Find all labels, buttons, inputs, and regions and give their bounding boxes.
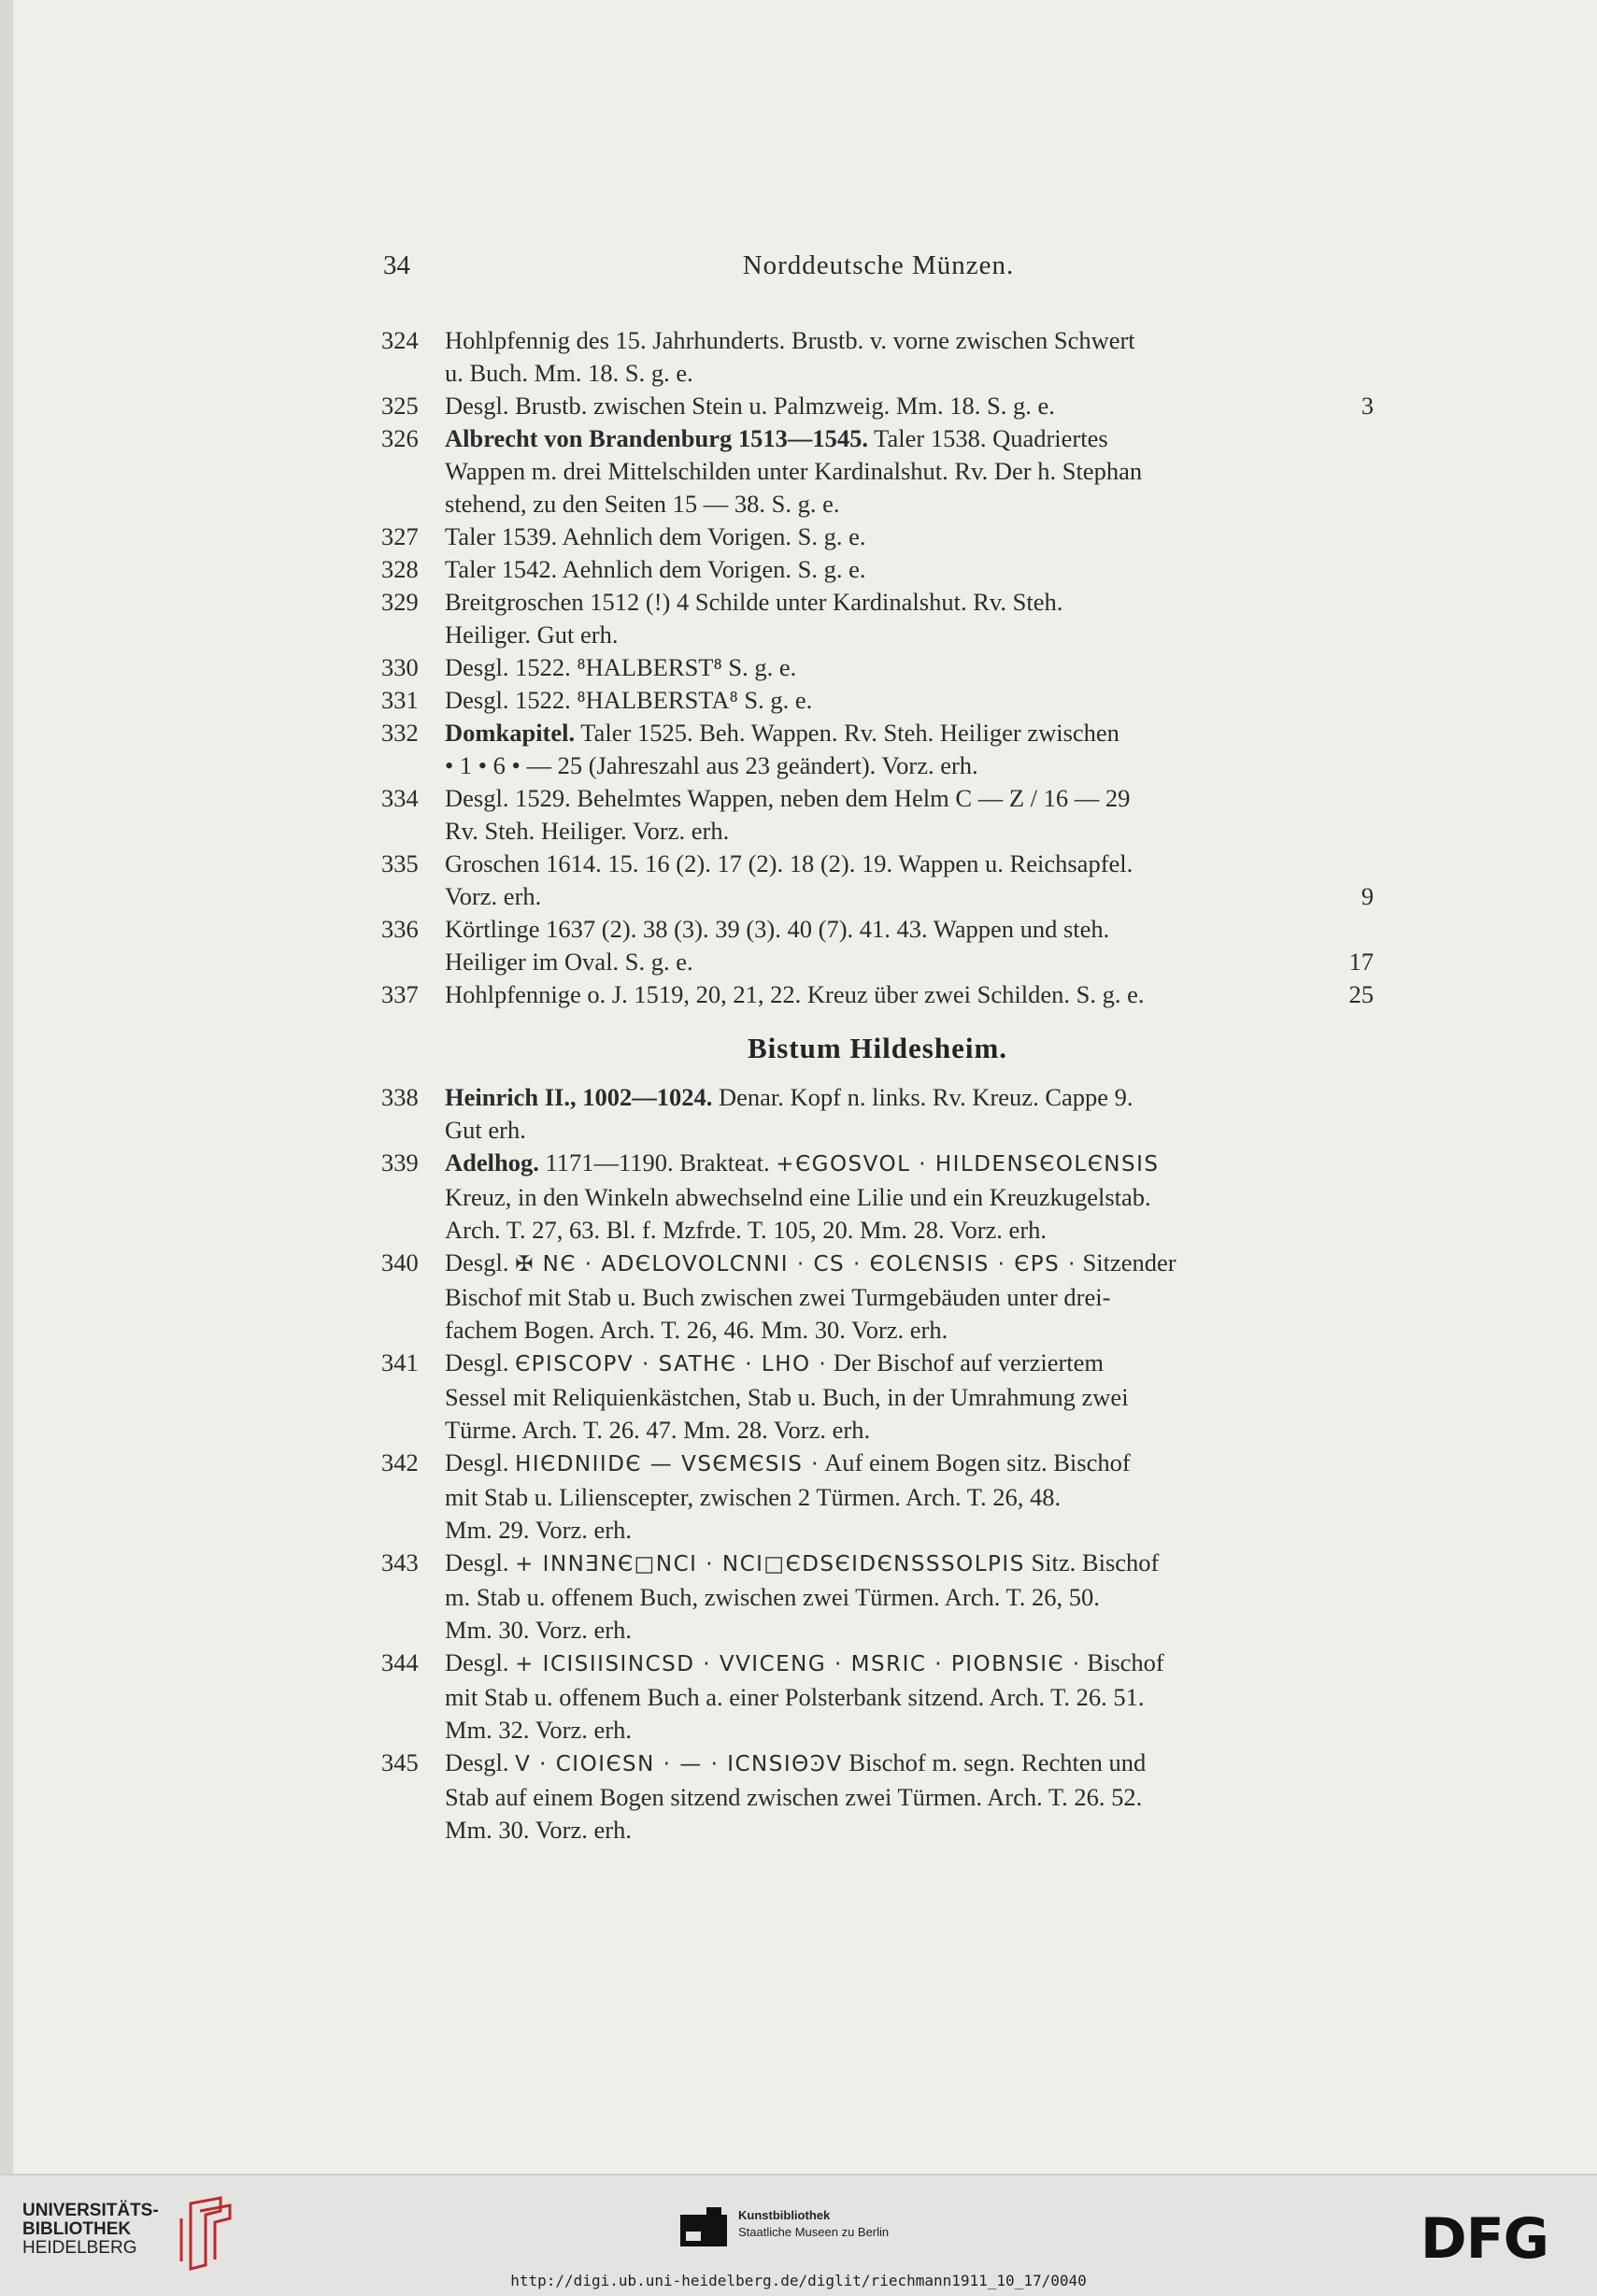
catalogue-entry <box>381 521 1374 553</box>
entry-number: 339 <box>381 1148 419 1177</box>
entry-text <box>445 849 1133 877</box>
entry-number: 331 <box>381 686 419 714</box>
entry-line <box>445 1347 1374 1381</box>
entry-text <box>445 522 866 550</box>
entry-text <box>445 1483 1061 1511</box>
entry-number: 329 <box>381 588 419 616</box>
entry-line <box>445 455 1374 488</box>
running-head <box>383 250 1374 292</box>
ub-line-2: BIBLIOTHEK <box>22 2219 132 2239</box>
entry-line <box>445 1147 1374 1181</box>
entry-text-run: mit Stab u. Lilienscepter, zwischen 2 Türmen. Arch. T. 26, 48. <box>445 1483 1062 1511</box>
entry-text-run: Desgl. <box>445 1548 516 1576</box>
kunstbibliothek-wordmark <box>738 2207 889 2241</box>
entry-text-run: Desgl. <box>445 1348 516 1376</box>
entry-text-run: Desgl. <box>445 1448 516 1476</box>
entry-text-run: Körtlinge 1637 (2). 38 (3). 39 (3). 40 (7). 41. 43. Wappen und steh. <box>445 915 1110 943</box>
section-heading: Bistum Hildesheim. <box>747 1032 1008 1064</box>
entry-text <box>445 751 978 779</box>
entry-number: 326 <box>381 424 419 452</box>
entry-line <box>445 1114 1374 1147</box>
ub-line-1: UNIVERSITÄTS- <box>22 2201 159 2220</box>
page-edge <box>0 0 13 2174</box>
entry-text-run: Türme. Arch. T. 26. 47. Mm. 28. Vorz. erh. <box>445 1416 871 1444</box>
ub-heidelberg-logo[interactable] <box>22 2202 237 2267</box>
entry-text <box>445 946 693 978</box>
entry-number: 325 <box>381 392 419 420</box>
entry-text <box>445 817 729 845</box>
entry-number: 328 <box>381 555 419 583</box>
entry-line <box>445 1481 1374 1514</box>
entry-text-run: Bischof mit Stab u. Buch zwischen zwei Turmgebäuden unter drei- <box>445 1283 1111 1311</box>
coin-legend: +ЄGOSVOL · HILDENSЄOLЄNSIS <box>776 1152 1160 1177</box>
entry-text-run: Desgl. <box>445 1248 516 1276</box>
entry-text-run: Stab auf einem Bogen sitzend zwischen zwei Türmen. Arch. T. 26. 52. <box>445 1783 1143 1811</box>
ub-heidelberg-wordmark <box>22 2202 159 2258</box>
entry-line <box>445 749 1374 782</box>
entry-text <box>445 1416 870 1444</box>
entry-text-run: Sitzender <box>1076 1248 1176 1276</box>
dfg-logo[interactable]: DFG <box>1420 2206 1549 2272</box>
entry-text-run: • 1 • 6 • — 25 (Jahreszahl aus 23 geändert). Vorz. erh. <box>445 751 978 779</box>
entry-line <box>445 324 1374 357</box>
entry-text-run: Auf einem Bogen sitz. Bischof <box>820 1448 1131 1476</box>
entry-line <box>445 357 1374 390</box>
entry-text-run: Mm. 30. Vorz. erh. <box>445 1616 632 1644</box>
catalogue-entry <box>381 913 1374 978</box>
catalogue-entries <box>381 324 1374 1847</box>
entry-text <box>445 1716 632 1744</box>
entry-line <box>445 1381 1374 1414</box>
entry-line <box>445 488 1374 521</box>
entry-heading: Domkapitel. <box>445 719 576 747</box>
entry-line <box>445 619 1374 651</box>
ub-line-3: HEIDELBERG <box>22 2238 137 2258</box>
entry-number: 345 <box>381 1748 419 1776</box>
entry-text-run: 1171—1190. Brakteat. <box>538 1148 777 1177</box>
entry-text-run: Taler 1539. Aehnlich dem Vorigen. S. g. e. <box>445 522 866 550</box>
entry-number: 330 <box>381 653 419 681</box>
entry-text-run: Desgl. Brustb. zwischen Stein u. Palmzweig. Mm. 18. S. g. e. <box>445 392 1055 420</box>
entry-text-run: fachem Bogen. Arch. T. 26, 46. Mm. 30. Vorz. erh. <box>445 1316 948 1344</box>
entry-text-run: Heiliger im Oval. S. g. e. <box>445 948 693 976</box>
catalogue-entry <box>381 390 1374 422</box>
entry-line <box>445 913 1374 946</box>
entry-heading: Adelhog. <box>445 1148 539 1177</box>
entry-price: 9 <box>1361 882 1374 910</box>
entry-text <box>445 1248 1176 1276</box>
entry-text-run: Desgl. <box>445 1748 516 1776</box>
entry-text-run: Desgl. 1522. ⁸HALBERSTA⁸ S. g. e. <box>445 686 813 714</box>
entry-heading: Albrecht von Brandenburg 1513—1545. <box>445 424 868 452</box>
entry-text-run: u. Buch. Mm. 18. S. g. e. <box>445 359 693 387</box>
kunstbibliothek-logo[interactable] <box>680 2202 923 2258</box>
catalogue-entry <box>381 1147 1374 1247</box>
coin-legend: V · CIOIЄSN · — · ICNSIΘϿV <box>515 1752 843 1776</box>
entry-price: 17 <box>1348 948 1374 976</box>
catalogue-entry <box>381 1347 1374 1447</box>
entry-text-run: mit Stab u. offenem Buch a. einer Polsterbank sitzend. Arch. T. 26. 51. <box>445 1683 1145 1711</box>
entry-text-run: Taler 1542. Aehnlich dem Vorigen. S. g. e. <box>445 555 866 583</box>
entry-number: 335 <box>381 849 419 877</box>
entry-text <box>445 1116 526 1144</box>
entry-text <box>445 1548 1159 1576</box>
entry-line <box>445 880 1374 913</box>
entry-text <box>445 620 618 649</box>
entry-text-run: Heiliger. Gut erh. <box>445 620 619 649</box>
entry-number: 344 <box>381 1648 419 1676</box>
entry-text-run: m. Stab u. offenem Buch, zwischen zwei Türmen. Arch. T. 26, 50. <box>445 1583 1100 1611</box>
entry-line <box>445 1747 1374 1781</box>
entry-text-run: Rv. Steh. Heiliger. Vorz. erh. <box>445 817 730 845</box>
entry-text <box>445 424 1108 452</box>
entry-line <box>445 1814 1374 1847</box>
kb-line-2: Staatliche Museen zu Berlin <box>738 2225 890 2239</box>
coin-legend: HIЄDNIIDЄ — VSЄMЄSIS · <box>515 1452 820 1476</box>
entry-price: 3 <box>1361 392 1374 420</box>
ub-emblem-icon <box>163 2194 241 2271</box>
entry-text <box>445 1616 632 1644</box>
catalogue-entry <box>381 684 1374 717</box>
entry-text <box>445 1583 1100 1611</box>
entry-text-run: Mm. 32. Vorz. erh. <box>445 1716 632 1744</box>
entry-text-run: Taler 1538. Quadriertes <box>868 424 1108 452</box>
entry-number: 343 <box>381 1548 419 1576</box>
entry-text <box>445 880 541 913</box>
entry-text <box>445 457 1142 485</box>
entry-text-run: Vorz. erh. <box>445 882 542 910</box>
catalogue-entry <box>381 586 1374 651</box>
entry-line <box>445 1681 1374 1714</box>
entry-number: 324 <box>381 326 419 354</box>
entry-line <box>445 1447 1374 1481</box>
entry-text <box>445 1748 1146 1776</box>
entry-line <box>445 815 1374 848</box>
entry-text-run: Kreuz, in den Winkeln abwechselnd eine Lilie und ein Kreuzkugelstab. <box>445 1183 1151 1211</box>
entry-text <box>445 1148 1160 1177</box>
catalogue-entry <box>381 1747 1374 1847</box>
entry-number: 338 <box>381 1083 419 1111</box>
entry-line <box>445 651 1374 684</box>
entry-text <box>445 915 1109 943</box>
entry-line <box>445 1314 1374 1347</box>
entry-text-run: Wappen m. drei Mittelschilden unter Kardinalshut. Rv. Der h. Stephan <box>445 457 1143 485</box>
entry-line <box>445 1614 1374 1647</box>
entry-line <box>445 521 1374 553</box>
entry-text <box>445 490 839 518</box>
coin-legend: ✠ NЄ · ADЄLOVOLCNNI · CS · ЄOLЄNSIS · ЄPS · <box>515 1252 1077 1276</box>
entry-text-run: Sessel mit Reliquienkästchen, Stab u. Buch, in der Umrahmung zwei <box>445 1383 1129 1411</box>
entry-text <box>445 1316 948 1344</box>
catalogue-entry <box>381 422 1374 521</box>
entry-line <box>445 782 1374 815</box>
catalogue-entry <box>381 1647 1374 1747</box>
kb-line-1: Kunstbibliothek <box>738 2208 831 2222</box>
entry-line <box>445 1647 1374 1681</box>
entry-text <box>445 555 866 583</box>
entry-text <box>445 1348 1104 1376</box>
entry-text <box>445 1516 632 1544</box>
entry-text-run: Desgl. <box>445 1648 516 1676</box>
entry-number: 342 <box>381 1448 419 1476</box>
catalogue-entry <box>381 1547 1374 1647</box>
entry-number: 341 <box>381 1348 419 1376</box>
coin-legend: + INNƎNЄ□NCI · NCI□ЄDSЄIDЄNSSSOLPIS <box>515 1552 1025 1576</box>
entry-text <box>445 588 1062 616</box>
catalogue-entry <box>381 782 1374 848</box>
entry-text-run: Denar. Kopf n. links. Rv. Kreuz. Cappe 9. <box>712 1083 1134 1111</box>
catalogue-entry <box>381 1081 1374 1147</box>
entry-number: 334 <box>381 784 419 812</box>
entry-line <box>445 1581 1374 1614</box>
entry-line <box>445 1247 1374 1281</box>
entry-line <box>445 390 1374 422</box>
entry-text-run: Breitgroschen 1512 (!) 4 Schilde unter Kardinalshut. Rv. Steh. <box>445 588 1063 616</box>
entry-text-run: Bischof m. segn. Rechten und <box>842 1748 1147 1776</box>
entry-text-run: Sitz. Bischof <box>1024 1548 1160 1576</box>
entry-text <box>445 653 796 681</box>
entry-text <box>445 1383 1129 1411</box>
entry-text <box>445 1183 1151 1211</box>
footer-bar <box>0 2174 1597 2296</box>
entry-text-run: stehend, zu den Seiten 15 — 38. S. g. e. <box>445 490 840 518</box>
entry-text <box>445 1083 1134 1111</box>
entry-text <box>445 1783 1142 1811</box>
entry-text <box>445 390 1055 422</box>
entry-text <box>445 784 1130 812</box>
entry-line <box>445 1281 1374 1314</box>
entry-line <box>445 1414 1374 1447</box>
entry-text-run: Arch. T. 27, 63. Bl. f. Mzfrde. T. 105, 20. Mm. 28. Vorz. erh. <box>445 1216 1048 1244</box>
entry-number: 337 <box>381 980 419 1008</box>
entry-text-run: Mm. 29. Vorz. erh. <box>445 1516 632 1544</box>
entry-text <box>445 359 693 387</box>
coin-legend: + ICISIISINCSD · VVICENG · MSRIC · PIOBNSIЄ · <box>515 1652 1081 1676</box>
entry-text-run: Der Bischof auf verziertem <box>827 1348 1105 1376</box>
entry-text-run: Taler 1525. Beh. Wappen. Rv. Steh. Heiliger zwischen <box>575 719 1119 747</box>
entry-line <box>445 1547 1374 1581</box>
entry-text <box>445 1216 1047 1244</box>
entry-line <box>445 1214 1374 1247</box>
entry-text-run: Desgl. 1522. ⁸HALBERST⁸ S. g. e. <box>445 653 797 681</box>
entry-number: 332 <box>381 719 419 747</box>
entry-text <box>445 1816 632 1844</box>
entry-text <box>445 1683 1144 1711</box>
entry-text <box>445 326 1135 354</box>
coin-legend: ЄPISCOPV · SATHЄ · LHO · <box>515 1352 828 1376</box>
entry-price: 25 <box>1348 980 1374 1008</box>
permalink-url[interactable]: http://digi.ub.uni-heidelberg.de/diglit/riechmann1911_10_17/0040 <box>510 2272 1087 2289</box>
entry-number: 340 <box>381 1248 419 1276</box>
entry-text <box>445 978 1144 1011</box>
entry-text-run: Desgl. 1529. Behelmtes Wappen, neben dem Helm C — Z / 16 — 29 <box>445 784 1131 812</box>
entry-line <box>445 1714 1374 1747</box>
entry-text <box>445 686 812 714</box>
entry-text <box>445 1283 1110 1311</box>
catalogue-entry <box>381 553 1374 586</box>
entry-number: 327 <box>381 522 419 550</box>
entry-line <box>445 1781 1374 1814</box>
entry-line <box>445 553 1374 586</box>
entry-text <box>445 1448 1131 1476</box>
catalogue-entry <box>381 1247 1374 1347</box>
entry-line <box>445 717 1374 749</box>
page-title: Norddeutsche Münzen. <box>742 250 1015 280</box>
entry-line <box>445 848 1374 880</box>
catalogue-entry <box>381 848 1374 913</box>
catalogue-entry <box>381 717 1374 782</box>
entry-line <box>445 422 1374 455</box>
entry-line <box>445 1181 1374 1214</box>
entries-group-magdeburg-halberstadt <box>381 324 1374 1011</box>
entry-text-run: Hohlpfennige o. J. 1519, 20, 21, 22. Kreuz über zwei Schilden. S. g. e. <box>445 980 1145 1008</box>
catalogue-entry <box>381 1447 1374 1547</box>
catalogue-entry <box>381 324 1374 390</box>
entry-text-run: Mm. 30. Vorz. erh. <box>445 1816 632 1844</box>
entry-line <box>445 684 1374 717</box>
entry-heading: Heinrich II., 1002—1024. <box>445 1083 713 1111</box>
entry-line <box>445 946 1374 978</box>
entry-text-run: Hohlpfennig des 15. Jahrhunderts. Brustb. v. vorne zwischen Schwert <box>445 326 1135 354</box>
entry-line <box>445 1081 1374 1114</box>
entries-group-hildesheim <box>381 1081 1374 1847</box>
entry-line <box>445 586 1374 619</box>
entry-text-run: Groschen 1614. 15. 16 (2). 17 (2). 18 (2). 19. Wappen u. Reichsapfel. <box>445 849 1134 877</box>
entry-number: 336 <box>381 915 419 943</box>
page-number: 34 <box>383 250 410 280</box>
catalogue-entry <box>381 978 1374 1011</box>
entry-line <box>445 1514 1374 1547</box>
entry-text <box>445 719 1119 747</box>
entry-line <box>445 978 1374 1011</box>
entry-text-run: Bischof <box>1080 1648 1164 1676</box>
entry-text-run: Gut erh. <box>445 1116 526 1144</box>
kunstbibliothek-emblem-icon <box>680 2207 727 2252</box>
entry-text <box>445 1648 1164 1676</box>
catalogue-entry <box>381 651 1374 684</box>
